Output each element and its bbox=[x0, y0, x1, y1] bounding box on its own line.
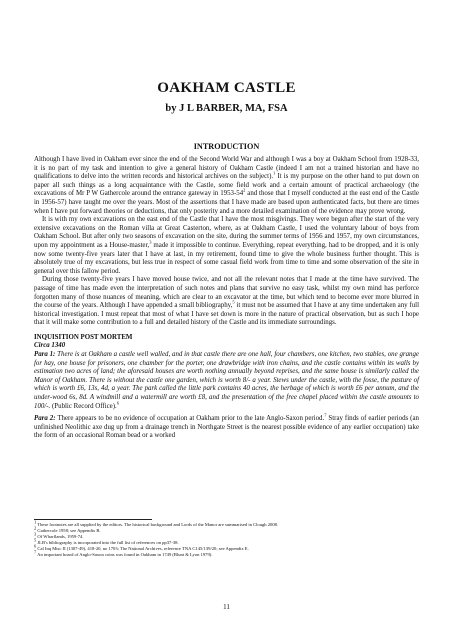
footnote-number: 3 bbox=[34, 531, 37, 537]
footnote-number: 7 bbox=[34, 549, 37, 555]
footnote-text: JLB's bibliography is incorporated into the full list of references on pp37-38. bbox=[36, 540, 179, 546]
footnote-ref[interactable]: 5 bbox=[232, 299, 235, 305]
page-number: 11 bbox=[223, 603, 230, 611]
quoted-text: There is at Oakham a castle well walled, and in that castle there are one hall, four chambers, one kitchen, two stables, one grange for hay, one house for prisoners, one chamber for the porter, one drawbridge with iron chains, and the castle contains within its walls by estimation two acres of land; the aforesaid houses are worth nothing annually beyond reprises, and the same house is similarly called the Manor of Oakham. There is without the castle one garden, which is worth 8/- a year. Stews under the castle, with the fosse, the pasture of which is worth £6, 13s, 4d, a year. The park called the little park contains 40 acres, the herbage of which is worth £6 per annum, and the under-wood 6s, 8d. A windmill and a watermill are worth £8, and the presentation of the free chapel placed within the castle amounts to 100/-. bbox=[34, 351, 419, 410]
page-title: OAKHAM CASTLE bbox=[157, 80, 296, 96]
inquisition-para-2 bbox=[34, 412, 419, 441]
circa-date: Circa 1340 bbox=[34, 342, 66, 350]
intro-paragraph-3 bbox=[34, 276, 419, 328]
footnote-ref[interactable]: 6 bbox=[116, 400, 119, 406]
source-text: (Public Record Office). bbox=[50, 402, 117, 410]
body-text bbox=[34, 156, 419, 441]
footnote-text: Gathercole 1958; see Appendix B. bbox=[36, 528, 101, 534]
text-run: It is my purpose on the other hand to put down on paper all such things as a long acquaintance with the Castle, some field work and a certain amount of practical archaeology (the excavations of Mr P W Gathercole around the entrance gateway in 1953-54 bbox=[34, 173, 419, 198]
footnote-text: Cal Inq Misc II (1307-49), 418-20, no 1703; The National Archives, reference TNA C145/139/20; see Appendix E. bbox=[36, 546, 249, 552]
text-run: Stray finds of earlier periods (an unfinished Neolithic axe dug up from a drainage trench in Northgate Street is the nearest possible evidence of any earlier occupation) take the form of an occasional Roman bead or a worked bbox=[34, 415, 419, 440]
footnotes bbox=[34, 519, 419, 559]
inquisition-heading: INQUISITION POST MORTEM bbox=[34, 333, 133, 341]
text-run: it must not be assumed that I have at any time undertaken any full historical investigation. I must repeat that most of what I have set down is more in the nature of practical observation, but as such I hope that it will make some contribution to a full and detailed history of the Castle and its immediate surroundings. bbox=[34, 302, 419, 327]
footnote-ref[interactable]: 1 bbox=[273, 170, 276, 176]
footnote-ref[interactable]: 7 bbox=[324, 412, 327, 418]
footnote-number: 1 bbox=[34, 519, 37, 525]
footnote-ref[interactable]: 2 bbox=[243, 188, 246, 194]
intro-paragraph-1 bbox=[34, 156, 419, 216]
text-run: There appears to be no evidence of occupation at Oakham prior to the late Anglo-Saxon period. bbox=[55, 415, 325, 423]
para-label: Para 2: bbox=[34, 415, 56, 423]
document-page bbox=[34, 0, 419, 640]
text-run: It is with my own excavations on the east end of the Castle that I have the most misgivings. They were begun after the start of the very extensive excavations on the Roman villa at Great Casterton, where, as at Oakham Castle, I used the voluntary labour of boys from Oakham School. But after only two seasons of excavation on the site, during the summer terms of 1956 and 1957, my own circumstances, upon my appointment as a House-master, bbox=[34, 216, 419, 249]
author-byline: by J L BARBER, MA, FSA bbox=[165, 103, 288, 114]
footnote-divider bbox=[34, 519, 152, 520]
text-run: and those that I myself conducted at the east end of the Castle in 1956-57) have taught me over the years. Most of the assertions that I have made are based upon authenticated facts, but there are times when I have put forward theories or deductions, that only posterity and a more detailed examination of the evidence may prove wrong. bbox=[34, 190, 419, 215]
intro-paragraph-2 bbox=[34, 216, 419, 276]
footnote-text: An important hoard of Anglo-Saxon coins was found in Oakham in 1749 (Blunt & Lyon 1979). bbox=[36, 552, 213, 558]
footnote-ref[interactable]: 3 bbox=[149, 239, 152, 245]
text-run: During those twenty-five years I have moved house twice, and not all the relevant notes that I made at the time have survived. The passage of time has made even the interpretation of such notes and plans that survive no easy task, whilst my own mind has perforce forgotten many of those nuances of meaning, which are clear to an excavator at the time, but which tend to become ever more blurred in the course of the years. Although I have appended a small bibliography, bbox=[34, 276, 419, 310]
text-run: made it impossible to continue. Everything, repeat everything, had to be dropped, and it is only now some twenty-five years later that I have at last, in my retirement, found time to give the whole business further thought. This is absolutely true of my excavations, but less true in respect of some casual field work from time to time and some observation of the site in general over this fallow period. bbox=[34, 241, 419, 275]
introduction-heading: INTRODUCTION bbox=[193, 142, 260, 151]
text-run: Although I have lived in Oakham ever since the end of the Second World War and although I was a boy at Oakham School from 1928-33, it is no part of my task and intention to give a general history of Oakham Castle (indeed I am not a trained historian and have no qualifications to delve into the written records and historical archives on the subject). bbox=[34, 156, 419, 181]
footnote-text: Of Wharflands, 1959-74. bbox=[36, 534, 84, 540]
para-label: Para 1: bbox=[34, 351, 56, 359]
inquisition-para-1 bbox=[34, 351, 419, 411]
footnote-text: These footnotes are all supplied by the editors. The historical background and Lords of the Manor are summarised in Clough 2008. bbox=[36, 522, 279, 527]
footnote-number: 6 bbox=[34, 543, 37, 549]
footnote-number: 2 bbox=[34, 525, 37, 531]
footnote-number: 5 bbox=[34, 537, 37, 543]
